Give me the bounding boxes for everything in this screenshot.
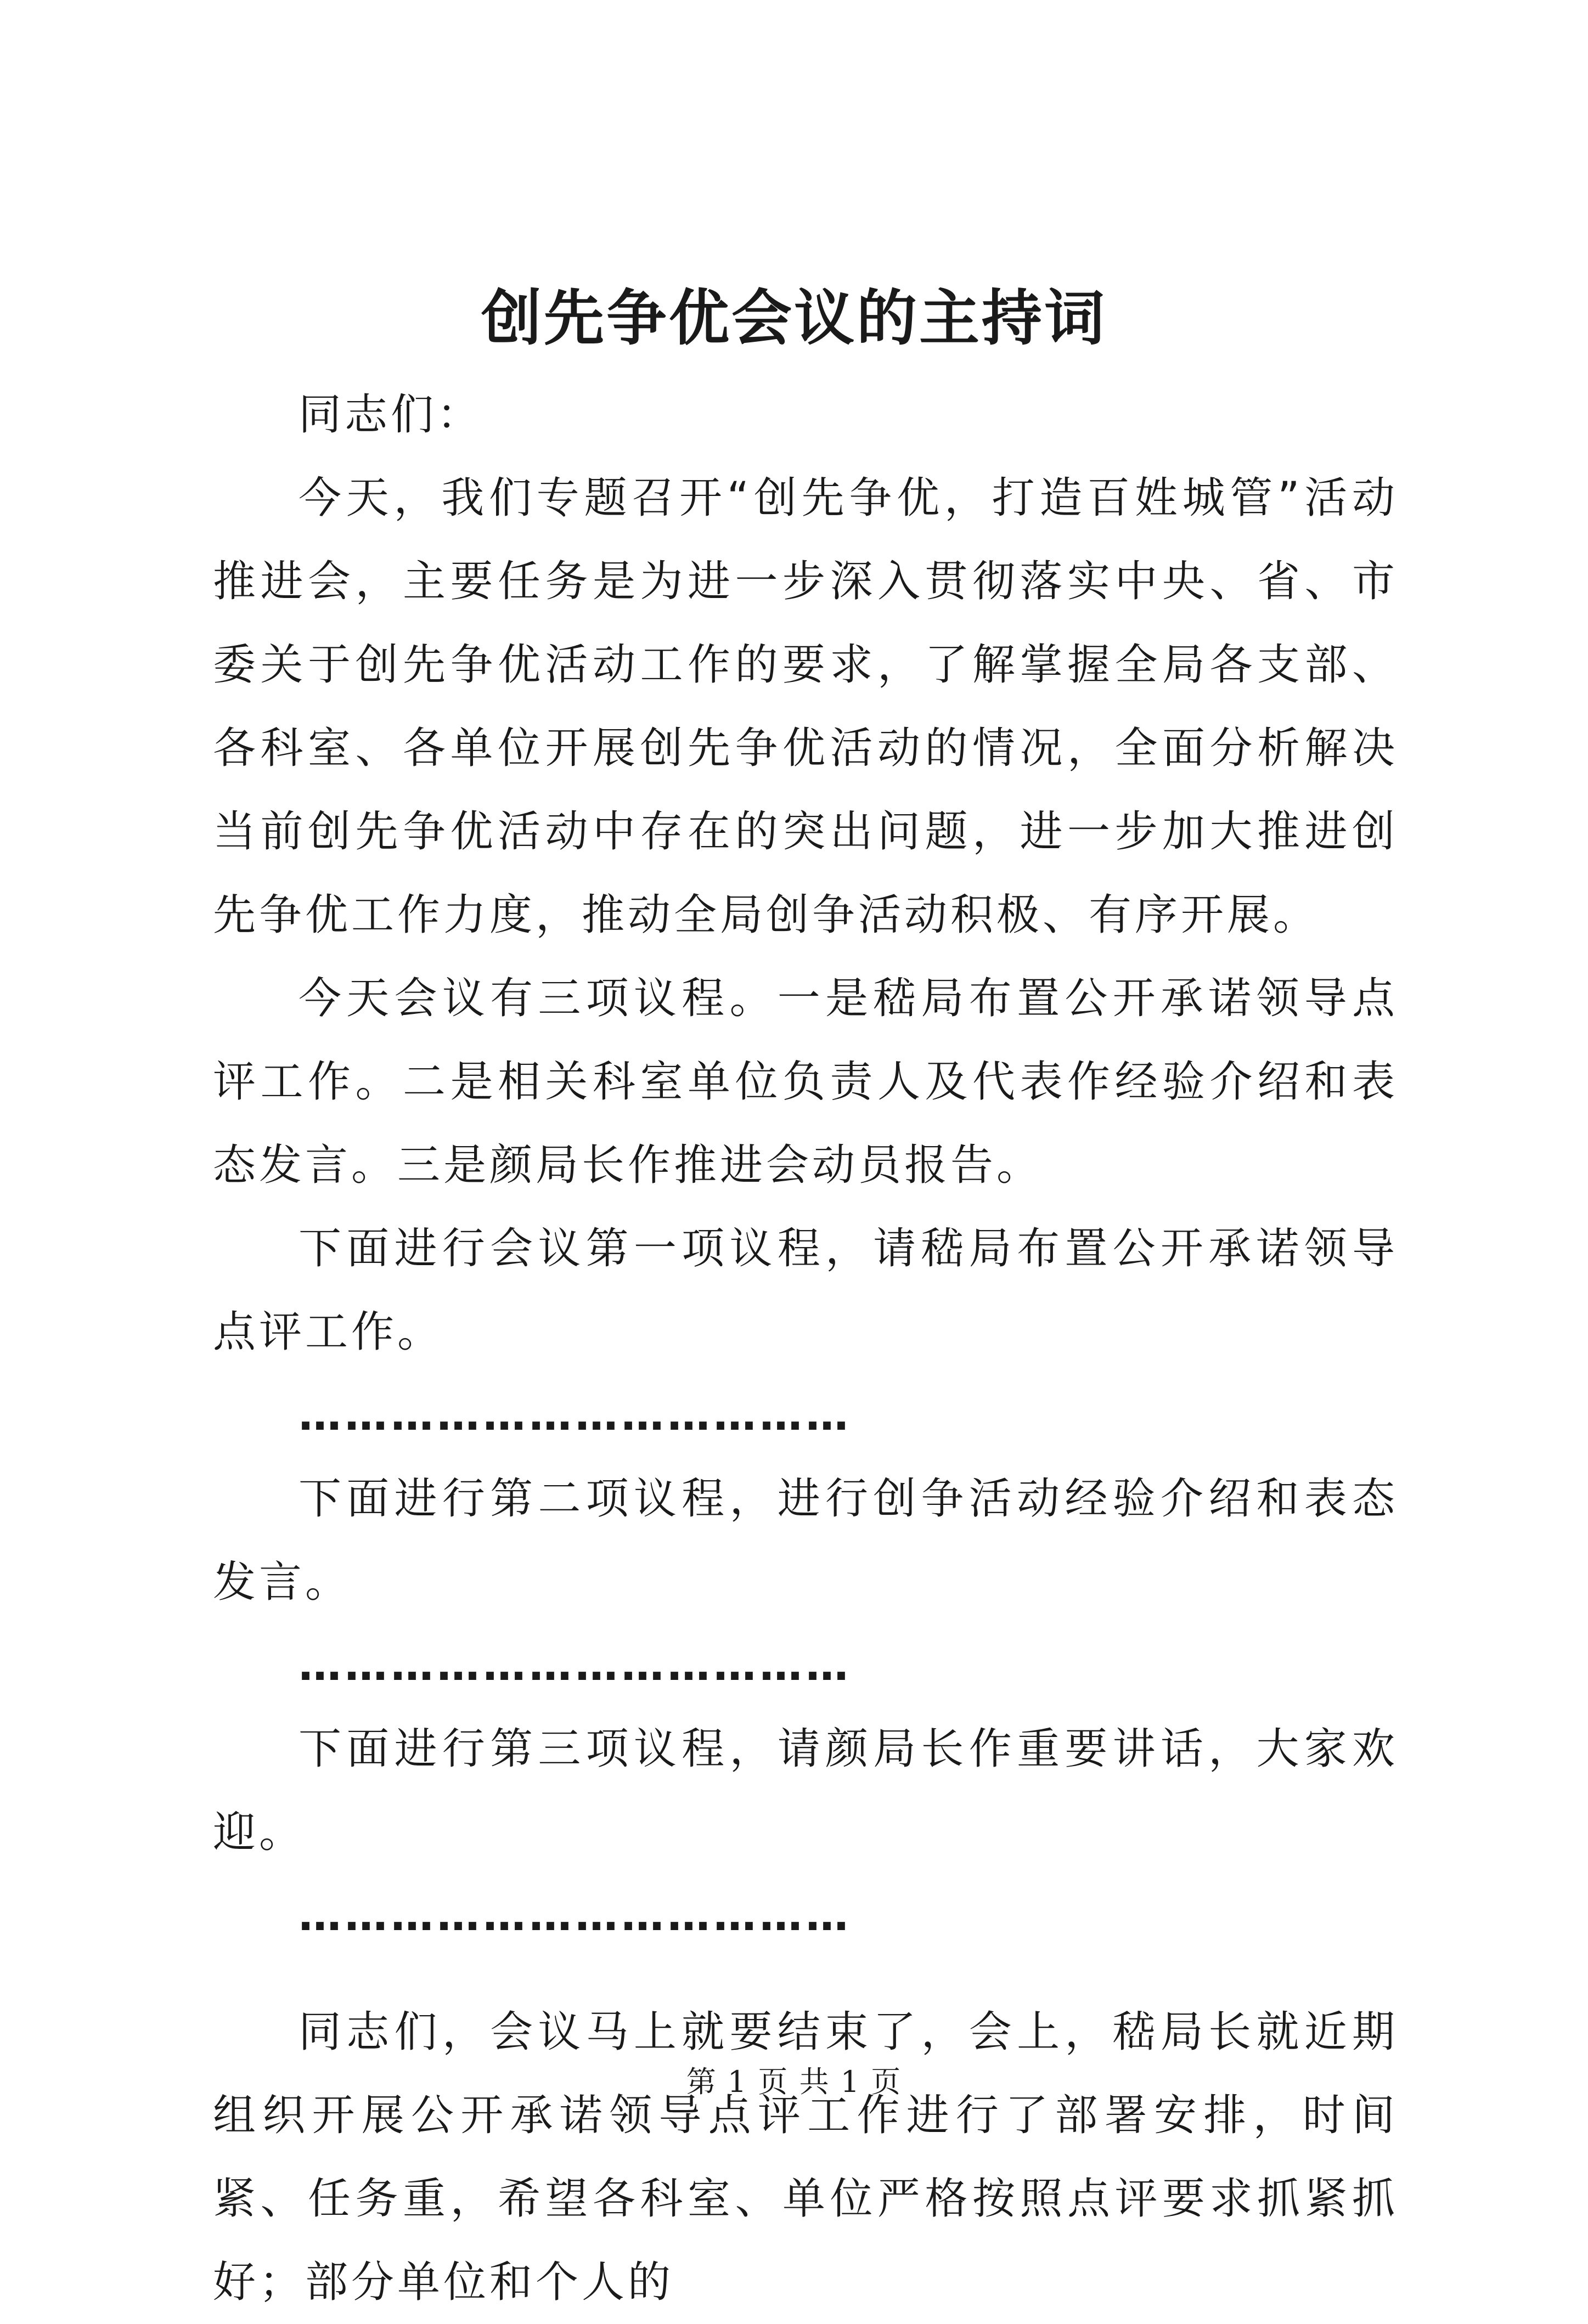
ellipsis-separator: ………………………………	[299, 1641, 852, 1690]
paragraph-agenda: 今天会议有三项议程。一是嵇局布置公开承诺领导点评工作。二是相关科室单位负责人及代表作经验介绍和表态发言。三是颜局长作推进会动员报告。	[213, 974, 1398, 1190]
ellipsis-separator: ………………………………	[299, 1391, 852, 1440]
document-body	[213, 373, 1398, 2324]
paragraph-item-one: 下面进行会议第一项议程，请嵇局布置公开承诺领导点评工作。	[213, 1224, 1398, 1357]
paragraph-item-two: 下面进行第二项议程，进行创争活动经验介绍和表态发言。	[213, 1474, 1398, 1607]
salutation: 同志们：	[299, 390, 483, 439]
page-footer: 第 1 页 共 1 页	[686, 2064, 902, 2099]
paragraph-closing: 同志们，会议马上就要结束了，会上，嵇局长就近期组织开展公开承诺领导点评工作进行了部署安排，时间紧、任务重，希望各科室、单位严格按照点评要求抓紧抓好；部分单位和个人的	[213, 2007, 1398, 2307]
document-title: 创先争优会议的主持词	[481, 283, 1107, 353]
paragraph-item-three: 下面进行第三项议程，请颜局长作重要讲话，大家欢迎。	[213, 1724, 1398, 1857]
paragraph-intro: 今天，我们专题召开“创先争优，打造百姓城管”活动推进会，主要任务是为进一步深入贯彻落实中央、省、市委关于创先争优活动工作的要求，了解掌握全局各支部、各科室、各单位开展创先争优活动的情况，全面分析解决当前创先争优活动中存在的突出问题，进一步加大推进创先争优工作力度，推动全局创争活动积极、有序开展。	[213, 473, 1398, 940]
ellipsis-separator: ………………………………	[299, 1891, 852, 1941]
